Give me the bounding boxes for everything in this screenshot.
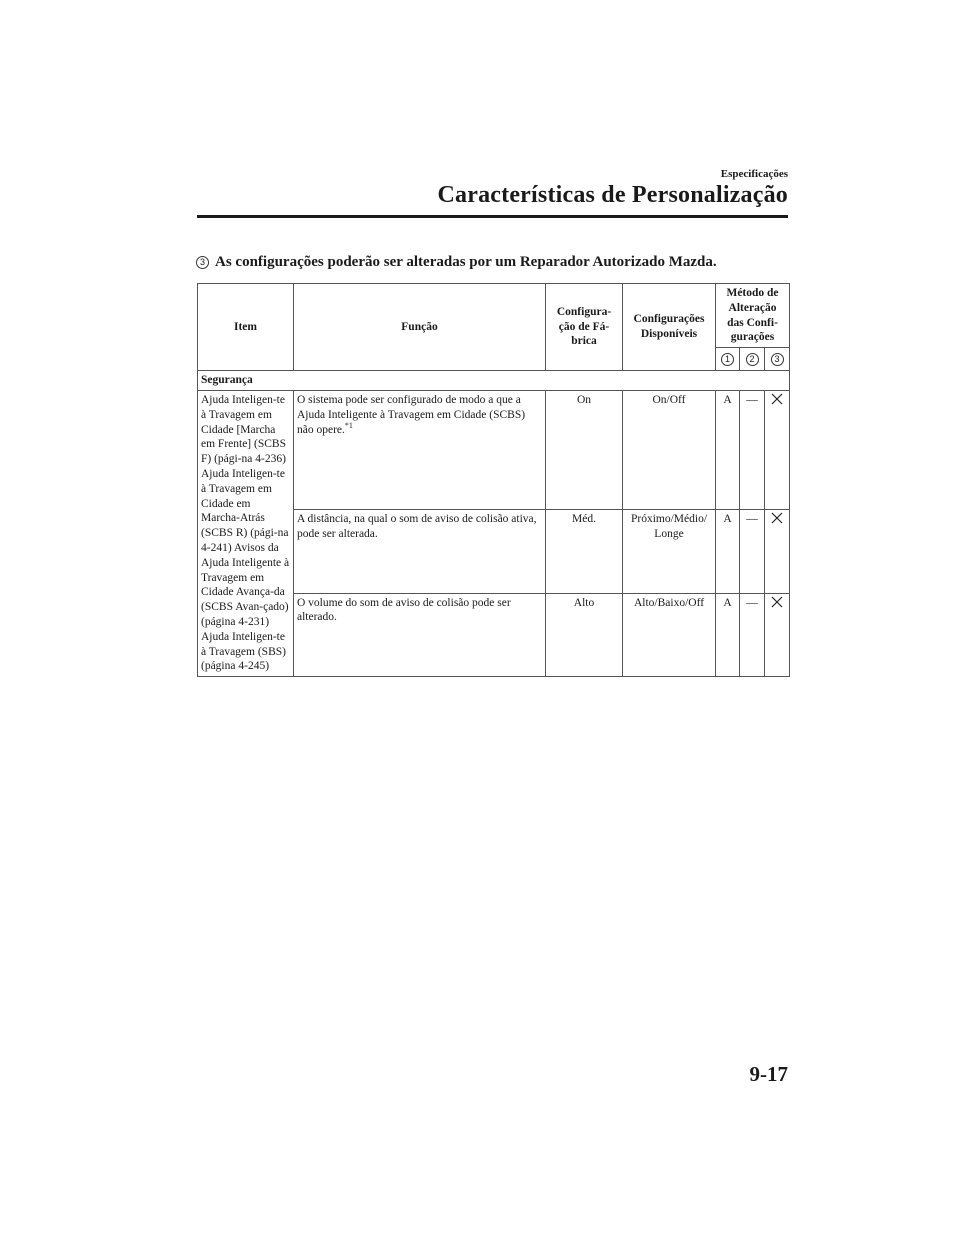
available-cell: Próximo/Médio/ Longe [623,510,716,593]
note-line [196,254,717,271]
method-1-cell: A [716,510,740,593]
note-text: As configurações poderão ser alteradas por um Reparador Autorizado Mazda. [215,254,717,270]
header-item: Item [198,284,294,371]
available-cell: On/Off [623,390,716,509]
function-cell: O volume do som de aviso de colisão pode ser alterado. [294,593,546,677]
header-factory-setting: Configura-ção de Fá-brica [546,284,623,371]
title-rule [197,215,788,218]
table-row [198,390,790,509]
method-3-icon: 3 [765,348,790,371]
method-3-cell [765,390,790,509]
x-mark-icon [771,512,783,524]
method-1-cell: A [716,593,740,677]
x-mark-icon [771,393,783,405]
section-label-cell: Segurança [198,371,790,391]
circled-number-icon: 3 [196,256,209,269]
function-cell: A distância, na qual o som de aviso de colisão ativa, pode ser alterada. [294,510,546,593]
factory-cell: Alto [546,593,623,677]
method-2-icon: 2 [740,348,765,371]
page-number: 9-17 [749,1062,788,1086]
page-title: Características de Personalização [437,182,788,208]
factory-cell: Méd. [546,510,623,593]
method-2-cell: — [740,593,765,677]
x-mark-icon [771,596,783,608]
available-cell: Alto/Baixo/Off [623,593,716,677]
method-1-icon: 1 [716,348,740,371]
method-1-cell: A [716,390,740,509]
section-label: Especificações [720,168,788,180]
method-3-cell [765,510,790,593]
function-cell: O sistema pode ser configurado de modo a que a Ajuda Inteligente à Travagem em Cidade (SCBS) não opere.$^{*1}$ [294,390,546,509]
method-2-cell: — [740,510,765,593]
header-available-settings: Configurações Disponíveis [623,284,716,371]
header-function: Função [294,284,546,371]
method-2-cell: — [740,390,765,509]
section-row [198,371,790,391]
method-3-cell [765,593,790,677]
header-change-method: Método de Alteração das Confi-gurações [716,284,790,348]
table-header-row [198,284,790,348]
item-cell: Ajuda Inteligen-te à Travagem em Cidade [Marcha em Frente] (SCBS F) (pági-na 4-236) Ajuda Inteligen-te à Travagem em Cidade em Marcha-Atrás (SCBS R) (pági-na 4-241) Avisos da Ajuda Inteligente à Travagem em Cidade Avança-da (SCBS Avan-çado) (página 4-231) Ajuda Inteligen-te à Travagem (SBS) (página 4-245) [198,390,294,676]
factory-cell: On [546,390,623,509]
settings-table [197,283,790,677]
footnote-marker: *1 [344,420,353,430]
